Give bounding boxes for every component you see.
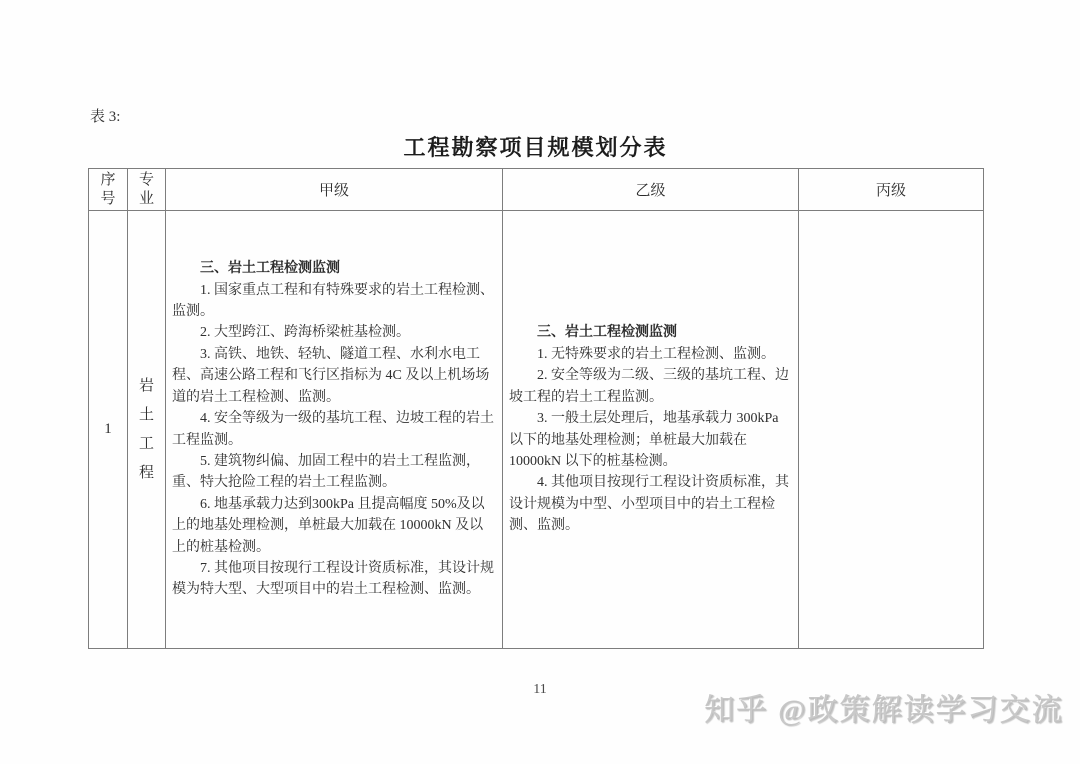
header-specialty bbox=[128, 169, 166, 211]
grade-a-item-4: 4. 安全等级为一级的基坑工程、边坡工程的岩土工程监测。 bbox=[172, 411, 494, 448]
header-specialty-label: 专业 bbox=[138, 171, 154, 207]
grade-b-item-4: 4. 其他项目按现行工程设计资质标准，其设计规模为中型、小型项目中的岩土工程检测、监测。 bbox=[509, 475, 789, 534]
cell-grade-a bbox=[166, 211, 503, 649]
table-label: 表 3: bbox=[90, 109, 121, 125]
table-row bbox=[89, 211, 984, 649]
grade-a-item-7: 7. 其他项目按现行工程设计资质标准，其设计规模为特大型、大型项目中的岩土工程检测、监测。 bbox=[172, 560, 494, 598]
cell-specialty bbox=[128, 211, 166, 649]
header-serial-number-label: 序号 bbox=[100, 171, 116, 207]
specialty-label: 岩土工程 bbox=[138, 377, 154, 481]
grade-b-heading: 三、岩土工程检测监测 bbox=[537, 325, 677, 341]
grade-a-item-2: 2. 大型跨江、跨海桥梁桩基检测。 bbox=[200, 325, 410, 341]
cell-grade-b bbox=[503, 211, 799, 649]
grade-a-item-6: 6. 地基承载力达到300kPa 且提高幅度 50%及以上的地基处理检测，单桩最大加载在 10000kN 及以上的桩基检测。 bbox=[172, 496, 485, 555]
grade-a-heading: 三、岩土工程检测监测 bbox=[200, 261, 340, 277]
header-grade-c: 丙级 bbox=[799, 169, 984, 211]
table-header-row bbox=[89, 169, 984, 211]
cell-grade-c bbox=[799, 211, 984, 649]
cell-serial-number: 1 bbox=[89, 211, 128, 649]
grade-a-item-3: 3. 高铁、地铁、轻轨、隧道工程、水利水电工程、高速公路工程和飞行区指标为 4C 及以上机场场道的岩土工程检测、监测。 bbox=[172, 346, 490, 405]
grade-b-item-3: 3. 一般土层处理后，地基承载力 300kPa 以下的地基处理检测；单桩最大加载在 10000kN 以下的桩基检测。 bbox=[509, 411, 779, 469]
grade-b-item-2: 2. 安全等级为二级、三级的基坑工程、边坡工程的岩土工程监测。 bbox=[509, 368, 789, 405]
header-grade-a: 甲级 bbox=[166, 169, 503, 211]
zhihu-watermark: 知乎 @政策解读学习交流 bbox=[704, 694, 1064, 727]
grade-b-item-1: 1. 无特殊要求的岩土工程检测、监测。 bbox=[537, 346, 775, 362]
grade-a-item-1: 1. 国家重点工程和有特殊要求的岩土工程检测、监测。 bbox=[172, 282, 494, 320]
header-serial-number bbox=[89, 169, 128, 211]
scale-division-table bbox=[88, 168, 984, 649]
grade-a-item-5: 5. 建筑物纠偏、加固工程中的岩土工程监测，重、特大抢险工程的岩土工程监测。 bbox=[172, 453, 480, 491]
header-grade-b: 乙级 bbox=[503, 169, 799, 211]
page-number: 11 bbox=[533, 682, 547, 697]
page-title: 工程勘察项目规模划分表 bbox=[403, 135, 668, 160]
